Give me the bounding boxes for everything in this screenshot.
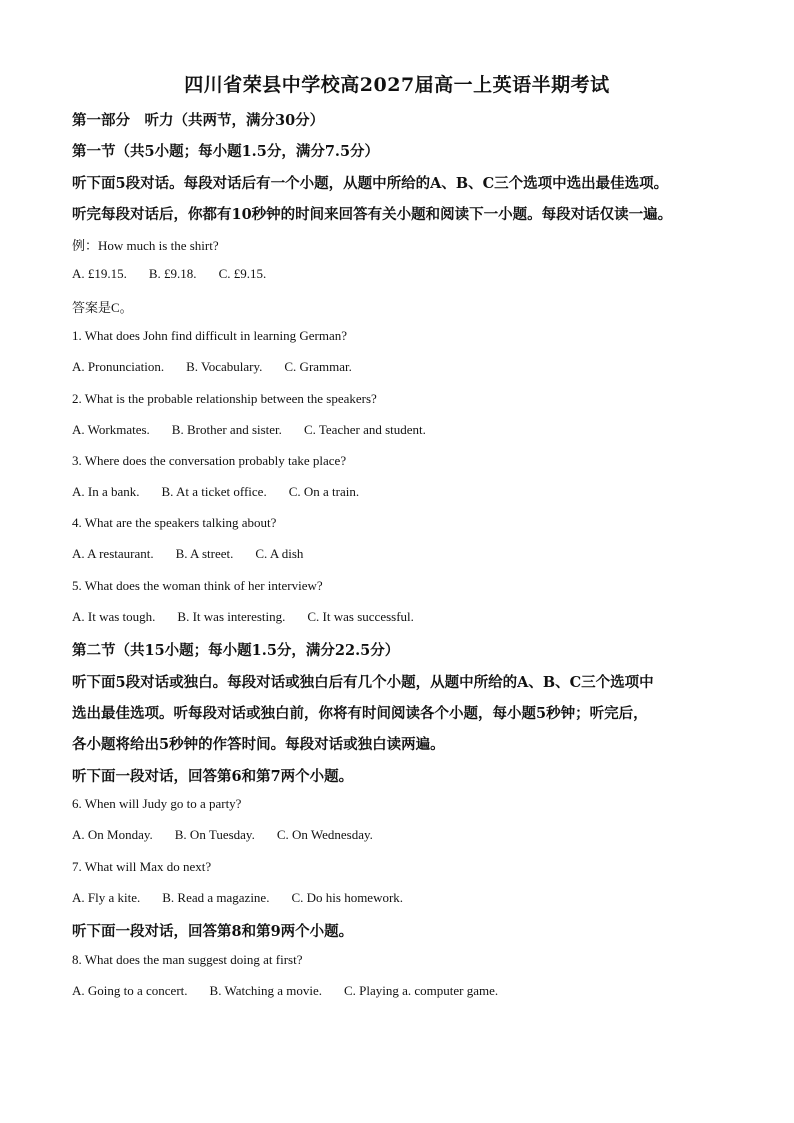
question-5: 5. What does the woman think of her interview? (72, 578, 323, 593)
option-c: C. On Wednesday. (276, 827, 373, 842)
option-c: C. It was successful. (307, 609, 414, 624)
option-b: B. £9.18. (148, 266, 197, 281)
option-a: A. In a bank. (72, 484, 140, 499)
section1-heading: 第一节（共5小题；每小题1.5分，满分7.5分） (72, 143, 380, 160)
option-a: A. Workmates. (72, 422, 150, 437)
group1-heading: 听下面一段对话，回答第6和第7两个小题。 (72, 768, 354, 785)
option-b: B. Brother and sister. (171, 422, 282, 437)
section1-instruction-line2: 听完每段对话后，你都有10秒钟的时间来回答有关小题和阅读下一小题。每段对话仅读一遍。 (72, 206, 673, 223)
option-a: A. On Monday. (72, 827, 153, 842)
example-question: 例：How much is the shirt? (72, 238, 219, 253)
option-a: A. Pronunciation. (72, 359, 165, 374)
question-4-options (72, 546, 303, 562)
option-c: C. A dish (255, 546, 304, 561)
question-8-options (72, 983, 498, 999)
option-a: A. It was tough. (72, 609, 156, 624)
option-b: B. It was interesting. (177, 609, 286, 624)
option-a: A. Fly a kite. (72, 890, 141, 905)
question-1: 1. What does John find difficult in learning German? (72, 328, 347, 343)
question-2: 2. What is the probable relationship between the speakers? (72, 391, 377, 406)
option-a: A. £19.15. (72, 266, 127, 281)
option-c: C. Playing a. computer game. (343, 983, 499, 998)
option-b: B. At a ticket office. (161, 484, 267, 499)
section1-instruction-line1: 听下面5段对话。每段对话后有一个小题，从题中所给的A、B、C三个选项中选出最佳选项。 (72, 175, 669, 192)
option-b: B. Watching a movie. (209, 983, 322, 998)
option-a: A. Going to a concert. (72, 983, 188, 998)
question-3: 3. Where does the conversation probably take place? (72, 453, 347, 468)
section2-heading: 第二节（共15小题；每小题1.5分，满分22.5分） (72, 642, 400, 659)
option-b: B. On Tuesday. (174, 827, 255, 842)
question-5-options (72, 609, 414, 625)
part1-heading: 第一部分 听力（共两节，满分30分） (72, 112, 325, 129)
option-c: C. On a train. (288, 484, 360, 499)
question-7-options (72, 890, 403, 906)
exam-title: 四川省荣县中学校高2027届高一上英语半期考试 (184, 74, 610, 96)
option-c: C. £9.15. (218, 266, 267, 281)
question-1-options (72, 359, 352, 375)
section2-instruction-line1: 听下面5段对话或独白。每段对话或独白后有几个小题，从题中所给的A、B、C三个选项中 (72, 674, 654, 691)
question-7: 7. What will Max do next? (72, 859, 212, 874)
section2-instruction-line3: 各小题将给出5秒钟的作答时间。每段对话或独白读两遍。 (72, 736, 445, 753)
question-2-options (72, 422, 426, 438)
option-c: C. Do his homework. (291, 890, 404, 905)
option-a: A. A restaurant. (72, 546, 154, 561)
option-c: C. Grammar. (284, 359, 352, 374)
question-3-options (72, 484, 359, 500)
option-b: B. Read a magazine. (162, 890, 270, 905)
question-8: 8. What does the man suggest doing at first? (72, 952, 303, 967)
question-4: 4. What are the speakers talking about? (72, 515, 277, 530)
option-c: C. Teacher and student. (303, 422, 426, 437)
example-answer: 答案是C。 (72, 300, 133, 315)
example-options (72, 266, 266, 282)
question-6: 6. When will Judy go to a party? (72, 796, 242, 811)
question-6-options (72, 827, 373, 843)
option-b: B. Vocabulary. (186, 359, 263, 374)
group2-heading: 听下面一段对话，回答第8和第9两个小题。 (72, 923, 354, 940)
section2-instruction-line2: 选出最佳选项。听每段对话或独白前，你将有时间阅读各个小题，每小题5秒钟；听完后， (72, 705, 648, 722)
option-b: B. A street. (175, 546, 234, 561)
